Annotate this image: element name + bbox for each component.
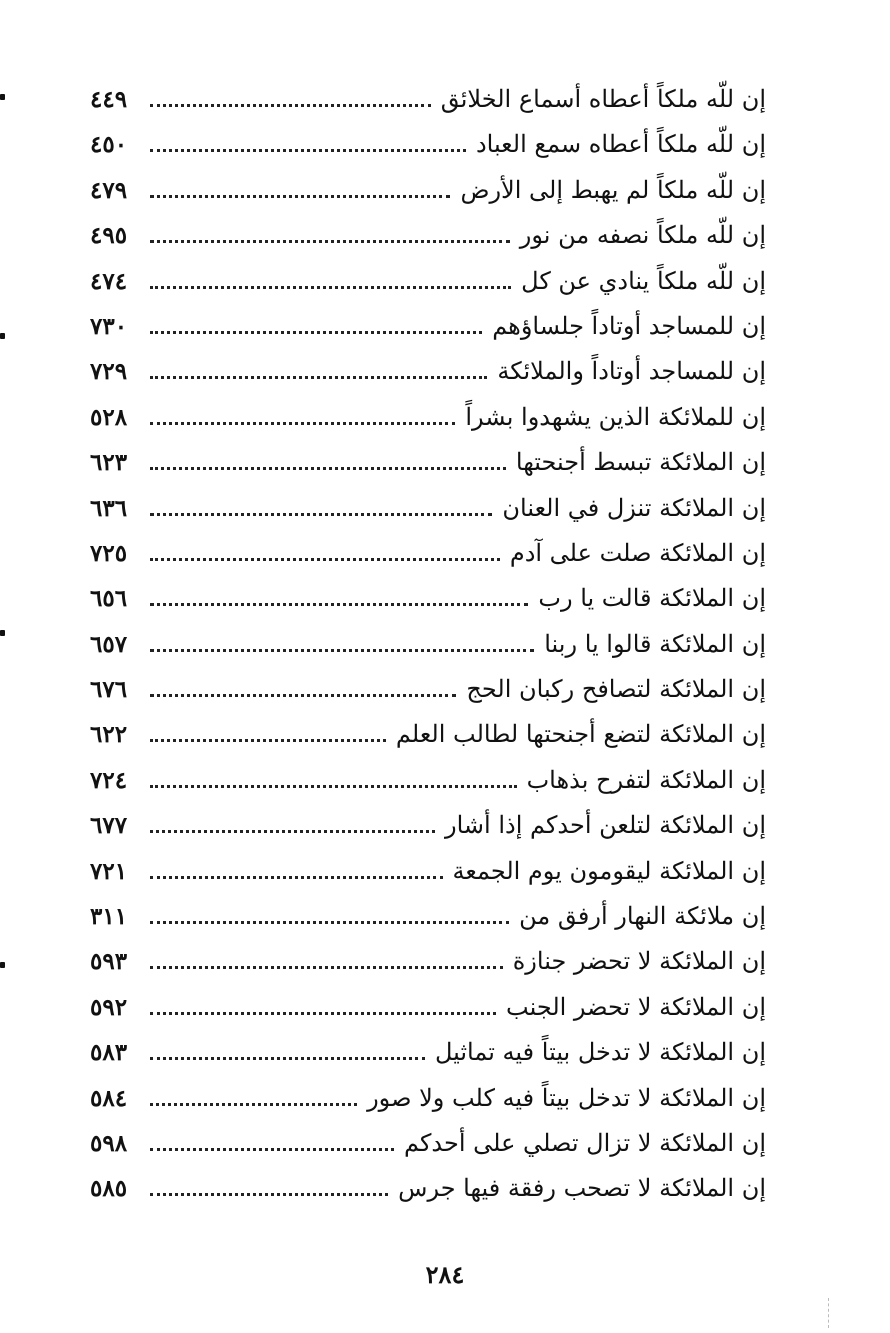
entry-title: إن الملائكة لتفرح بذهاب [526,765,766,794]
entry-title: إن الملائكة تبسط أجنحتها [515,448,766,477]
index-entry [90,622,766,667]
dot-leader [150,467,506,470]
dot-leader [150,104,431,107]
dot-leader [150,1193,388,1196]
entry-title: إن الملائكة لا تحضر الجنب [506,992,766,1021]
entry-page-number: ٧٢٤ [90,766,128,794]
page-number: ٢٨٤ [425,1260,465,1289]
entry-page-number: ٥٨٣ [90,1039,128,1067]
index-entry [90,213,766,258]
entry-title: إن للمساجد أوتاداً والملائكة [497,357,766,386]
entry-page-number: ٧٢٥ [90,539,128,567]
entry-page-number: ٥٩٢ [90,993,128,1021]
index-entry [90,531,766,576]
entry-page-number: ٤٧٩ [90,176,128,204]
entry-page-number: ٦٥٦ [90,585,128,613]
entry-page-number: ٣١١ [90,903,128,931]
entry-page-number: ٤٥٠ [90,131,128,159]
entry-page-number: ٥٢٨ [90,403,128,431]
index-entry [90,1121,766,1166]
dot-leader [150,830,435,833]
entry-page-number: ٥٩٣ [90,948,128,976]
entry-page-number: ٦٣٦ [90,494,128,522]
entry-title: إن الملائكة تنزل في العنان [502,493,766,522]
dot-leader [150,1012,496,1015]
entry-title: إن للّه ملكاً أعطاه سمع العباد [475,130,766,159]
dot-leader [150,331,482,334]
index-entry [90,122,766,167]
entry-page-number: ٦٢٣ [90,449,128,477]
dot-leader [150,240,510,243]
entry-page-number: ٦٥٧ [90,630,128,658]
entry-title: إن الملائكة صلت على آدم [509,538,766,567]
entry-title: إن الملائكة لتصافح ركبان الحج [466,675,766,704]
index-entry [90,259,766,304]
scan-edge-mark [0,962,5,968]
entry-page-number: ٧٢٩ [90,358,128,386]
dot-leader [150,149,466,152]
index-entry [90,1076,766,1121]
dot-leader [150,739,386,742]
index-entry [90,349,766,394]
entry-page-number: ٦٧٦ [90,676,128,704]
entry-page-number: ٤٤٩ [90,86,128,113]
entry-page-number: ٥٨٤ [90,1084,128,1112]
dot-leader [150,376,487,379]
entry-title: إن للمساجد أوتاداً جلساؤهم [492,311,766,340]
index-entry [90,440,766,485]
entry-title: إن للّه ملكاً ينادي عن كل [521,266,766,295]
index-entry [90,939,766,984]
entry-page-number: ٦٧٧ [90,812,128,840]
index-entry [90,1030,766,1075]
index-entry [90,712,766,757]
index-entry [90,168,766,213]
entry-title: إن الملائكة قالوا يا ربنا [544,629,766,658]
dot-leader [150,603,528,606]
entry-title: إن الملائكة قالت يا رب [538,584,766,613]
entry-title: إن للملائكة الذين يشهدوا بشراً [465,402,766,431]
entry-title: إن الملائكة لا تحضر جنازة [512,947,766,976]
entry-title: إن الملائكة لا تزال تصلي على أحدكم [404,1128,766,1157]
dot-leader [150,966,503,969]
index-entry [90,77,766,122]
entry-page-number: ٧٣٠ [90,312,128,340]
entry-page-number: ٦٢٢ [90,721,128,749]
entry-title: إن للّه ملكاً لم يهبط إلى الأرض [460,175,766,204]
scan-edge-mark [0,94,5,100]
index-entry [90,985,766,1030]
index-entry [90,894,766,939]
entry-title: إن للّه ملكاً أعطاه أسماع الخلائق [440,85,766,113]
index-entry [90,486,766,531]
entry-page-number: ٥٨٥ [90,1175,128,1203]
dot-leader [150,513,492,516]
entry-title: إن الملائكة لا تدخل بيتاً فيه كلب ولا صور [367,1083,766,1112]
entry-page-number: ٧٢١ [90,857,128,885]
scan-edge-mark [0,333,5,339]
index-list [90,77,766,1212]
dot-leader [150,694,456,697]
index-entry [90,576,766,621]
entry-page-number: ٤٧٤ [90,267,128,295]
index-entry [90,304,766,349]
entry-title: إن الملائكة ليقومون يوم الجمعة [452,856,766,885]
index-entry [90,667,766,712]
index-entry [90,849,766,894]
entry-title: إن الملائكة لتضع أجنحتها لطالب العلم [395,720,766,749]
scan-edge-mark [0,630,5,636]
dot-leader [150,876,443,879]
entry-page-number: ٤٩٥ [90,222,128,250]
dot-leader [150,422,455,425]
dot-leader [150,1103,357,1106]
index-entry [90,758,766,803]
entry-title: إن الملائكة لتلعن أحدكم إذا أشار [445,811,766,840]
dot-leader [150,921,509,924]
dot-leader [150,649,534,652]
entry-title: إن ملائكة النهار أرفق من [519,902,766,931]
entry-page-number: ٥٩٨ [90,1129,128,1157]
dot-leader [150,1148,394,1151]
index-entry [90,395,766,440]
dot-leader [150,195,450,198]
entry-title: إن الملائكة لا تدخل بيتاً فيه تماثيل [434,1038,766,1067]
dot-leader [150,785,517,788]
entry-title: إن الملائكة لا تصحب رفقة فيها جرس [398,1174,766,1203]
dot-leader [150,286,511,289]
index-entry [90,1166,766,1211]
scan-artifact [828,1298,830,1328]
dot-leader [150,1057,425,1060]
dot-leader [150,558,500,561]
index-entry [90,803,766,848]
entry-title: إن للّه ملكاً نصفه من نور [519,221,766,250]
